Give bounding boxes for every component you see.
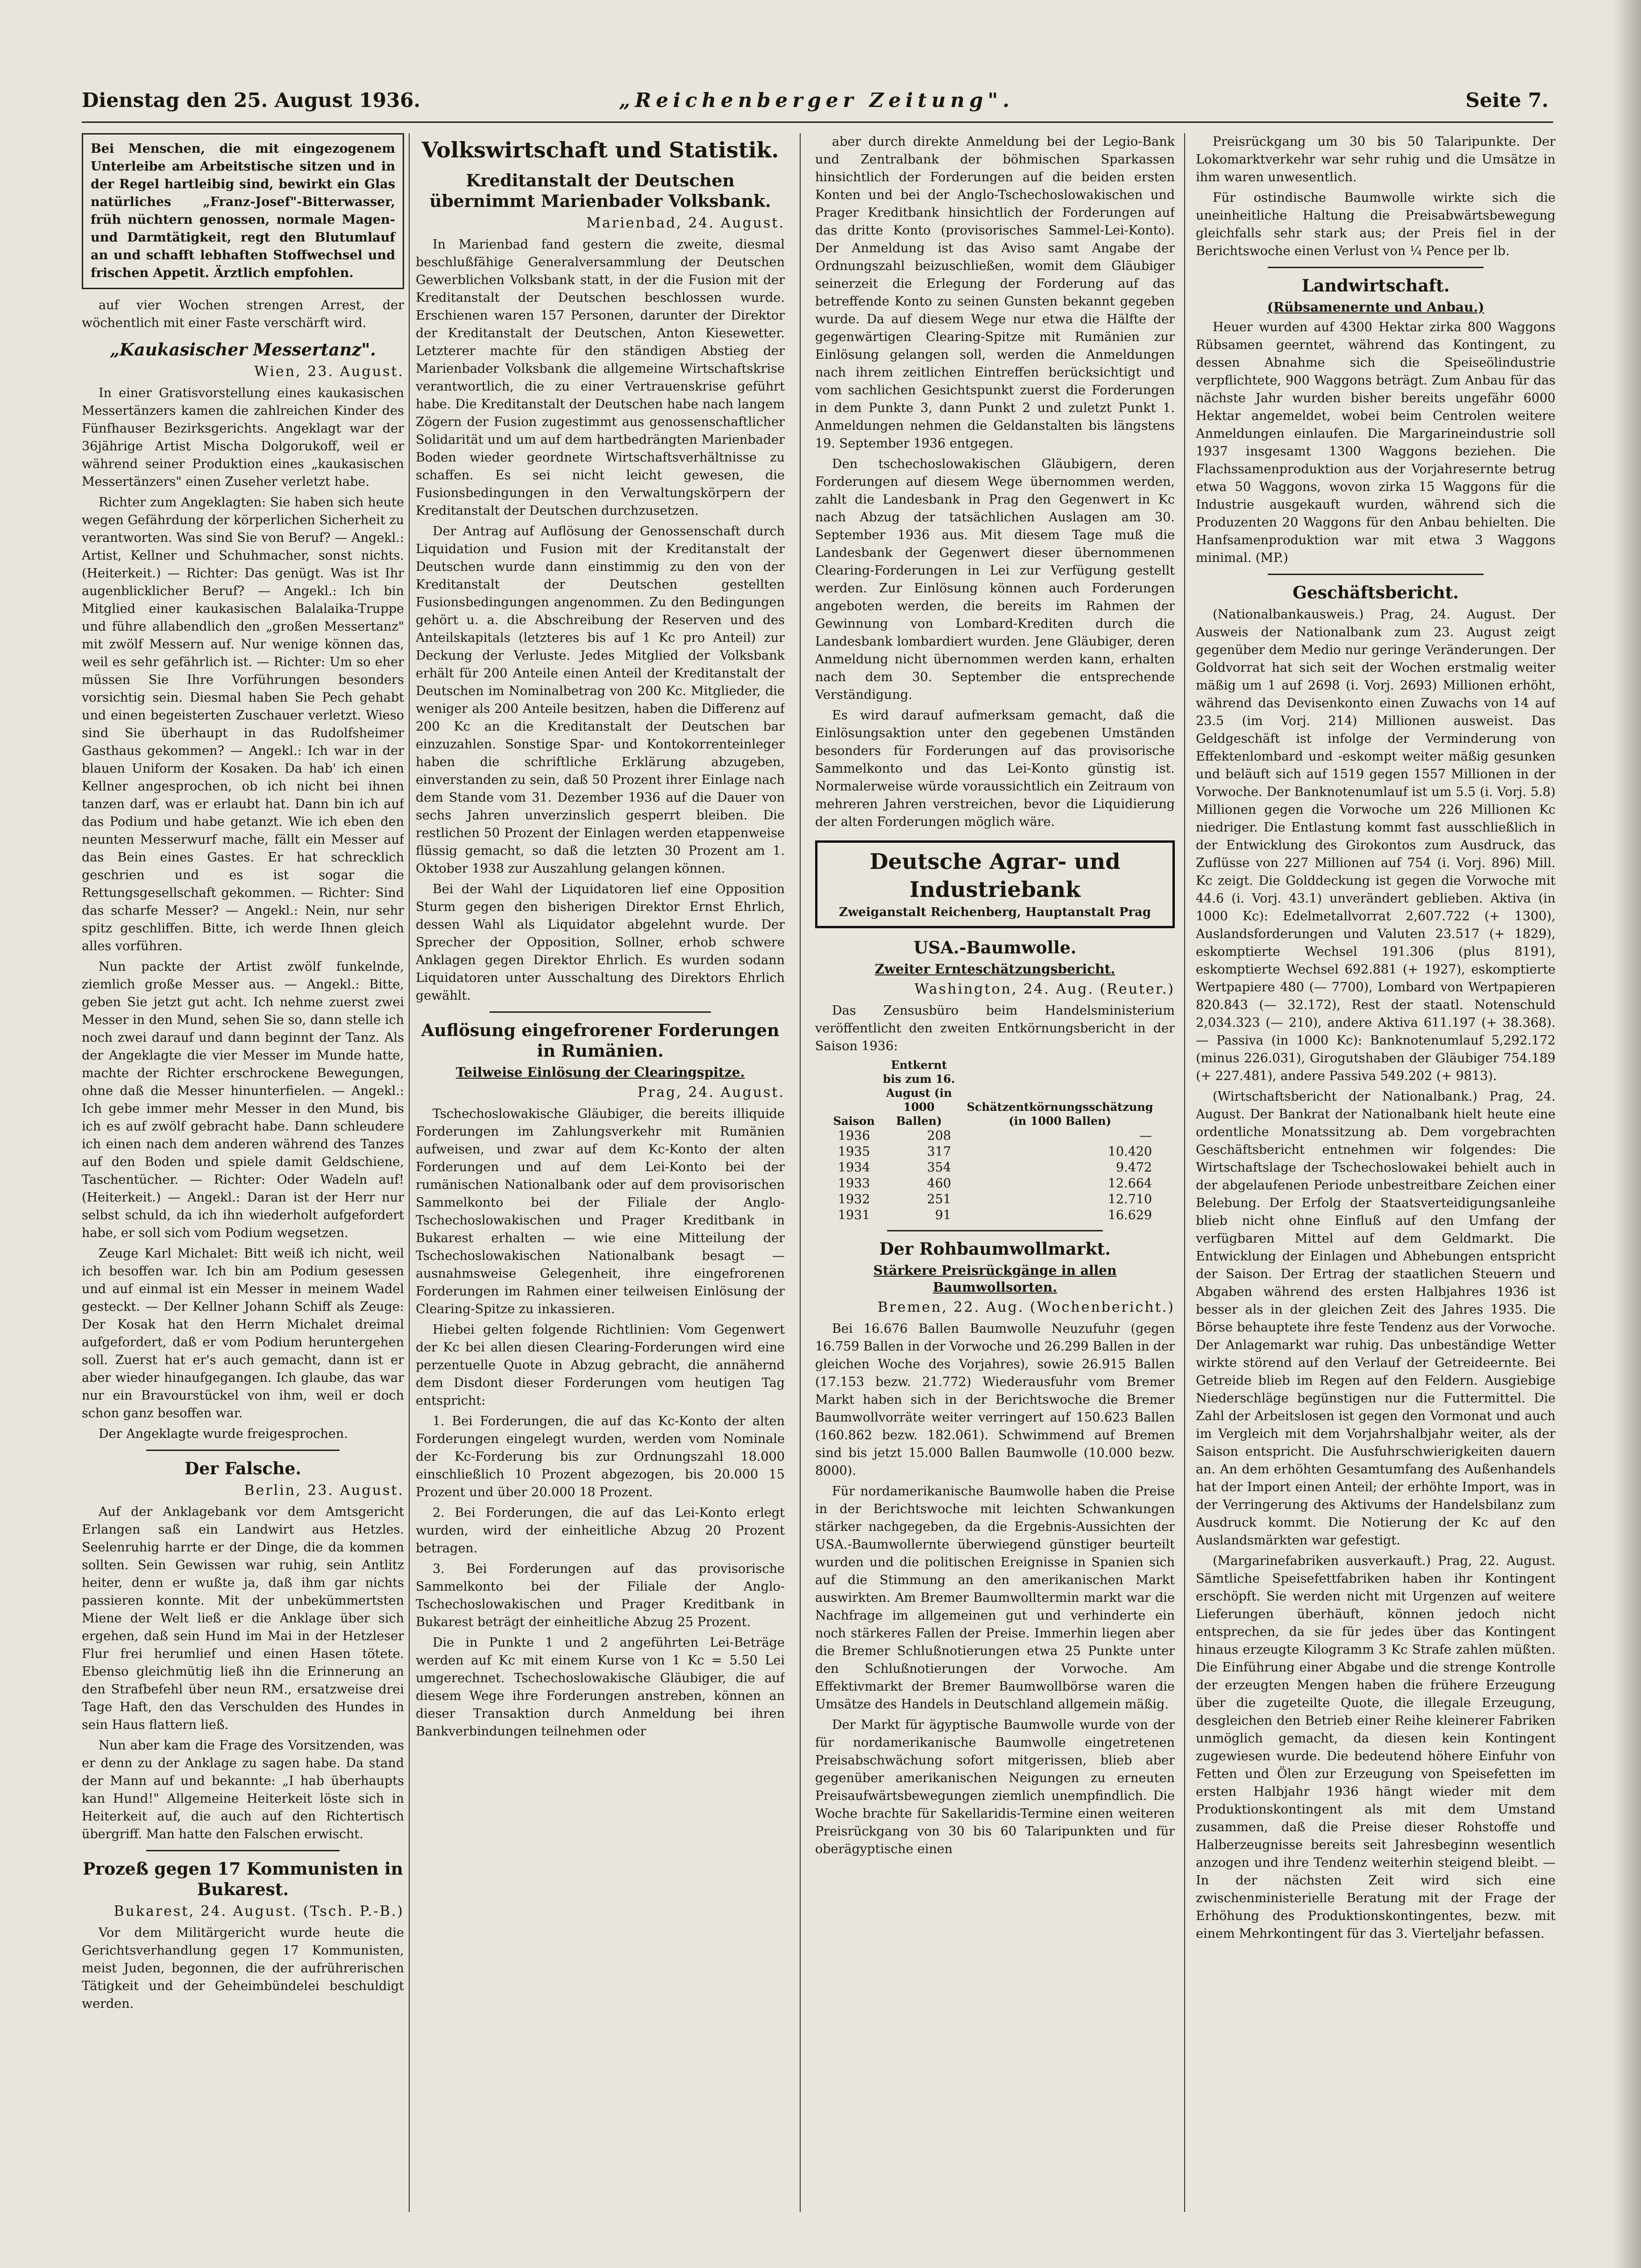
article-headline: Der Rohbaumwollmarkt. [879,1239,1111,1259]
paragraph: Für ostindische Baumwolle wirkte sich die uneinheitliche Haltung die Preisabwärtsbewegung gleichfalls sehr stark aus; der Preis fiel in der Berichtswoche einen Verlust von ¼ Pence per lb. [1196,191,1556,258]
table-cell: 1931 [838,1208,870,1223]
table-row [830,1208,1160,1223]
separator [490,1011,711,1013]
table-cell: — [1139,1129,1152,1143]
column-4 [1196,133,1556,2221]
paragraph: Zeuge Karl Michalet: Bitt weiß ich nicht, weil ich besoffen war. Ich bin am Podium gesessen und auf einmal ist ein Messer in meinem Wadel gesteckt. — Der Kellner Johann Schiff als Zeuge: Der Kosak hat den Herrn Michalet dreimal aufgefordert, daß er vom Podium heruntergehen soll. Zuerst hat er's auch gemacht, dann ist er aber wieder hinaufgegangen. Ich glaube, das war nur ein Bravourstückel von ihm, weil er doch schon ganz besoffen war. [82,1246,404,1421]
paragraph: Der Antrag auf Auflösung der Genossenschaft durch Liquidation und Fusion mit der Kreditanstalt der Deutschen wurde dann einstimmig zu den von der Kreditanstalt der Deutschen gestellten Fusionsbedingungen angenommen. Zu den Bedingungen gehört u. a. die Abschreibung der Reserven und des Anteilskapitals (letzteres bis auf 1 Kc pro Anteil) zur Deckung der Verluste. Jedes Mitglied der Volksbank erhält für 200 Anteile einen Anteil der Kreditanstalt der Deutschen im Nominalbetrag von 200 Kc. Mitglieder, die weniger als 200 Anteile besitzen, haben die Differenz auf 200 Kc an die Kreditanstalt der Deutschen bar einzuzahlen. Sonstige Spar- und Kontokorrenteinleger haben die schriftliche Erklärung abzugeben, einverstanden zu sein, daß 50 Prozent ihrer Einlage nach dem Stande vom 31. Dezember 1936 auf die Dauer von sechs Jahren unverzinslich gesperrt bleiben. Die restlichen 50 Prozent der Einlagen werden etappenweise flüssig gemacht, so daß die letzten 30 Prozent am 1. Oktober 1938 zur Auszahlung gelangen können. [416,524,785,876]
paragraph: Bei 16.676 Ballen Baumwolle Neuzufuhr (gegen 16.759 Ballen in der Vorwoche und 26.299 Ballen in der gleichen Woche des Vorjahres), sowie 26.915 Ballen (17.153 bezw. 21.772) Wiederausfuhr vom Bremer Markt haben sich in der Berichtswoche die Bremer Baumwollvorräte weiter verringert auf 150.623 Ballen (160.862 bezw. 182.061). Schwimmend auf Bremen sind bis jetzt 15.000 Ballen Baumwolle (10.000 bezw. 8000). [815,1322,1175,1478]
dateline: Berlin, 23. August. [244,1482,404,1499]
paragraph: Die in Punkte 1 und 2 angeführten Lei-Beträge werden auf Kc mit einem Kurse von 1 Kc = 5.50 Lei umgerechnet. Tschechoslowakische Gläubiger, die auf diesem Wege ihre Forderungen anstreben, können an dieser Transaktion durch Anmeldung bei ihren Bankverbindungen teilnehmen oder [416,1635,785,1739]
table-cell: 251 [927,1192,952,1207]
paragraph: Auf der Anklagebank vor dem Amtsgericht Erlangen saß ein Landwirt aus Hetzles. Seelenruhig harrte er der Dinge, die da kommen sollten. Sein Gewissen war ruhig, sein Antlitz heiter, denn er wußte ja, daß ihm gar nichts passieren konnte. Mit der unbekümmertsten Miene der Welt ließ er die Anklage über sich ergehen, daß sein Hund im Mai in der Hetzleser Flur frei herumlief und einen Hasen tötete. Ebenso gleichmütig ließ ihn die Erinnerung an den Strafbefehl über neun RM., ersatzweise drei Tage Haft, den das Verschulden des Hundes in sein Haus flattern ließ. [82,1505,404,1732]
article-subheadline: Stärkere Preisrückgänge in allen Baumwollsorten. [873,1263,1117,1295]
article-headline: Prozeß gegen 17 Kommunisten in Bukarest. [83,1859,403,1899]
advert-box-bitterwasser: Bei Menschen, die mit eingezogenem Unterleibe am Arbeitstische sitzen und in der Regel hartleibig sind, bewirkt ein Glas natürliches „Franz-Josef"-Bitterwasser, früh nüchtern genossen, normale Magen- und Darmtätigkeit, regt den Blutumlauf an und schafft lebhaften Stoffwechsel und frischen Appetit. Ärztlich empfohlen. [82,133,404,289]
section-title: Volkswirtschaft und Statistik. [421,137,779,163]
table-row [830,1160,1160,1176]
table-row [830,1192,1160,1208]
paragraph: In Marienbad fand gestern die zweite, diesmal beschlußfähige Generalversammlung der Deutschen Gewerblichen Volksbank statt, in der die Fusion mit der Kreditanstalt der Deutschen beschlossen wurde. Erschienen waren 157 Personen, darunter der Direktor der Kreditanstalt der Deutschen, Anton Kiesewetter. Letzterer machte für den ständigen Abstieg der Marienbader Volksbank die allgemeine Wirtschaftskrise verantwortlich, die zu einer Vertrauenskrise geführt habe. Die Kreditanstalt der Deutschen habe nach langem Zögern der Fusion zugestimmt aus genossenschaftlicher Solidarität und um auf dem hartbedrängten Marienbader Boden wieder geordnete Wirtschaftsverhältnisse zu schaffen. Es sei nicht leicht gewesen, die Fusionsbedingungen in den Verwaltungskörpern der Kreditanstalt der Deutschen durchzusetzen. [416,237,785,518]
paragraph: Preisrückgang um 30 bis 50 Talaripunkte. Der Lokomarktverkehr war sehr ruhig und die Umsätze in ihm waren unwesentlich. [1196,135,1556,185]
separator [1268,267,1484,268]
paragraph: (Wirtschaftsbericht der Nationalbank.) Prag, 24. August. Der Bankrat der Nationalbank hielt heute eine ordentliche Monatssitzung ab. Dem vorgebrachten Geschäftsbericht entnehmen wir folgendes: Die Wirtschaftslage der Tschechoslowakei behielt auch in der abgelaufenen Periode unbestreitbare Zeichen einer Belebung. Der Erfolg der Staatsverteidigungsanleihe blieb nicht ohne Einfluß auf den Umfang der verfügbaren Mittel auf dem Geldmarkt. Die Entwicklung der Einlagen und Abhebungen entspricht der Saison. Der Ertrag der staatlichen Steuern und Abgaben während des ersten Halbjahres 1936 ist besser als in der gleichen Zeit des Jahres 1935. Die Börse behauptete ihre feste Tendenz aus der Vorwoche. Der Anlagemarkt war ruhig. Das unbeständige Wetter wirkte störend auf den Verlauf der Getreideernte. Bei Getreide blieb im Regen auf den Feldern. Ausgiebige Niederschläge begünstigen nur die Futtermittel. Die Zahl der Arbeitslosen ist gegen den Vormonat und auch im Vergleich mit dem Vorjahrshalbjahr weiter, als der Saison entspricht. Die Ausfuhrschwierigkeiten dauern an. An dem erhöhten Gesamtumfang des Außenhandels hat der Import einen Anteil; der erhöhte Import, was in der Verringerung des Aktivums der Handelsbilanz zum Ausdruck kommt. Die Notierung der Kc auf den Auslandsmärkten war gefestigt. [1196,1089,1556,1548]
paragraph: Den tschechoslowakischen Gläubigern, deren Forderungen auf diesem Wege übernommen werden, zahlt die Landesbank in Prag den Gegenwert in Kc nach Abzug der tatsächlichen Auslagen am 30. September 1936 aus. Mit diesem Tage muß die Landesbank der Gegenwert dieser übernommenen Clearing-Forderungen in Lei zur Verfügung gestellt werden. Zur Einlösung können auch Forderungen angeboten werden, die bereits im Rahmen der Gewinnung von Lombard-Krediten durch die Landesbank lombardiert wurden. Jene Gläubiger, deren Anmeldung nicht übernommen werden kann, erhalten nach dem 30. September die entsprechende Verständigung. [815,457,1175,702]
table-cell: 91 [935,1208,952,1223]
separator [1268,574,1484,575]
paragraph: Der Angeklagte wurde freigesprochen. [99,1427,348,1441]
paragraph: Der Markt für ägyptische Baumwolle wurde von der für nordamerikanische Baumwolle eingetretenen Preisabschwächung sofort mitgerissen, blieb aber gegenüber amerikanischen Neigungen zu erneuten Preisaufwärtsbewegungen ziemlich unempfindlich. Die Woche brachte für Sakellaridis-Termine einen weiteren Preisrückgang von 30 bis 60 Talaripunkten und für oberägyptische einen [815,1718,1175,1856]
article-headline: Auflösung eingefrorener Forderungen in Rumänien. [421,1021,780,1061]
article-headline: „Kaukasischer Messertanz". [110,340,376,360]
paragraph: Das Zensusbüro beim Handelsministerium veröffentlicht den zweiten Entkörnungsbericht in der Saison 1936: [815,1003,1175,1053]
table-cell: 12.710 [1108,1192,1152,1207]
separator [146,1450,340,1451]
column-2 [416,133,785,2221]
paragraph: (Nationalbankausweis.) Prag, 24. August. Der Ausweis der Nationalbank zum 23. August zeigt gegenüber dem Medio nur geringe Veränderungen. Der Goldvorrat hat sich seit der Wochen erstmalig weiter mäßig um 1 auf 2698 (i. Vorj. 2693) Millionen erhöht, während das Devisenkonto einen Zuwachs von 14 auf 23.5 (im Vorj. 214) Millionen ausweist. Das Geldgeschäft ist infolge der Verminderung von Effektenlombard und -eskompt weiter mäßig gesunken und beläuft sich auf 1519 gegen 1557 Millionen in der Vorwoche. Der Banknotenumlauf ist um 5.5 (i. Vorj. 5.8) Millionen gegen die Vorwoche um 226 Millionen Kc niedriger. Die Entlastung kommt fast ausschließlich in der Entwicklung des Girokontos zum Ausdruck, das Zuflüsse von 227 Millionen auf 754 (i. Vorj. 896) Mill. Kc zeigt. Die Golddeckung ist gegen die Vorwoche mit 44.6 (i. Vorj. 43.1) unverändert geblieben. Aktiva (in 1000 Kc): Edelmetallvorrat 2,607.722 (+ 1300), Auslandsforderungen und Valuten 23.517 (+ 1829), eskomptierte Wechsel 191.306 (plus 8191), eskomptierte Wechsel 692.881 (+ 1927), eskomptierte Wertpapiere 480 (— 7700), Lombard von Wertpapieren 820.843 (— 32.172), Rest der staatl. Notenschuld 2,034.323 (— 210), andere Aktiva 611.197 (+ 38.368). — Passiva (in 1000 Kc): Banknotenumlauf 5,292.172 (minus 226.031), Girogutshaben der Gläubiger 754.189 (+ 227.481), andere Passiva 549.202 (+ 9813). [1196,607,1556,1083]
article-headline: Der Falsche. [184,1459,301,1479]
article-subheadline: Zweiter Ernteschätzungsbericht. [874,961,1115,977]
paragraph: In einer Gratisvorstellung eines kaukasischen Messertänzers kamen die zahlreichen Kinder des Fünfhauser Bezirksgerichts. Angeklagt war der 36jährige Artist Mischa Dolgorukoff, weil er während seiner Produktion eines „kaukasischen Messertänzers" einen Zuseher verletzt habe. [82,386,404,489]
table-row [830,1144,1160,1160]
table-cell: 1935 [838,1145,870,1159]
paragraph: (Margarinefabriken ausverkauft.) Prag, 22. August. Sämtliche Speisefettfabriken haben ihr Kontingent erschöpft. Sie werden nicht mit Urgenzen auf weitere Lieferungen überhäuft, können jedoch nicht entsprechen, da sie für jedes über das Kontingent hinaus erzeugte Kilogramm 3 Kc Strafe zahlen müßten. Die Einführung einer Abgabe und die strenge Kontrolle der erzeugten Mengen haben die frühere Erzeugung über die zugeteilte Quote, die illegale Erzeugung, desgleichen den Betrieb einer Reihe kleinerer Fabriken unmöglich gemacht, da diesen kein Kontingent zugewiesen wurde. Die bedeutend höhere Einfuhr von Fetten und Ölen zur Erzeugung von Speisefetten im ersten Halbjahr 1936 hängt wieder mit dem Produktionskontingent als mit dem Umstand zusammen, daß die Preise dieser Rohstoffe und Halberzeugnisse bereits seit Jahresbeginn wesentlich anzogen und ihre Tendenz weiterhin steigend bleibt. — In der nächsten Zeit wird sich eine zwischenministerielle Beratung mit der Frage der Erhöhung des Produktionskontingentes, bezw. mit einem Mehrkontingent für das 3. Vierteljahr befassen. [1196,1554,1556,1941]
table-cell: 460 [927,1176,952,1191]
column-1 [82,133,404,2221]
header-paper-title: „Reichenberger Zeitung". [619,89,1014,112]
column-rule [800,133,801,2212]
page-header [82,89,1553,123]
dateline: Prag, 24. August. [637,1084,785,1101]
paragraph: Nun packte der Artist zwölf funkelnde, ziemlich große Messer aus. — Angekl.: Bitte, geben Sie jetzt gut acht. Ich nehme zuerst zwei Messer in den Mund, sehen Sie so, dann stelle ich noch zwei darauf und dann beginnt der Tanz. Als der Angeklagte die vier Messer im Munde hatte, machte der Richter erschrockene Bewegungen, ohne daß die Messer hinunterfielen. — Angekl.: Ich gebe immer mehr Messer in den Mund, bis ich es auf zwölf gebracht habe. Dann schleudere ich einen nach dem anderen während des Tanzes auf den Boden und spiele damit Geldschiene, Taschentücher. — Richter: Oder Wadeln auf! (Heiterkeit.) — Angekl.: Daran ist der Herr nur selbst schuld, da ich ihn wiederholt aufgefordert habe, er soll sich vom Podium wegsetzen. [82,960,404,1240]
header-page-number: Seite 7. [1465,89,1549,112]
article-headline: Landwirtschaft. [1301,276,1450,296]
article-subheadline: (Rübsamenernte und Anbau.) [1267,299,1485,315]
paragraph: Für nordamerikanische Baumwolle haben die Preise in der Berichtswoche mit leichten Schwankungen stärker nachgegeben, da die Ergebnis-Aussichten der USA.-Baumwollernte überwiegend günstiger beurteilt wurden und die politischen Ereignisse in Spanien sich auf die Stimmung an den amerikanischen Markt auswirkten. Am Bremer Baumwolltermin markt war die Nachfrage im allgemeinen gut und verhinderte ein noch stärkeres Fallen der Preise. Immerhin liegen aber die Bremer Schlußnotierungen etwa 25 Punkte unter den Schlußnotierungen der Vorwoche. Am Effektivmarkt der Bremer Baumwollbörse waren die Umsätze des Handels in Deutschland allgemein mäßig. [815,1484,1175,1712]
paragraph: auf vier Wochen strengen Arrest, der wöchentlich mit einer Faste verschärft wird. [82,298,404,330]
column-3 [815,133,1175,2221]
paragraph: Nun aber kam die Frage des Vorsitzenden, was er denn zu der Anklage zu sagen habe. Da stand der Mann auf und bekannte: „I hab überhaupts kan Hund!" Allgemeine Heiterkeit löste sich in Heiterkeit auf, die auch auf den Richtertisch übergriff. Man hatte den Falschen erwischt. [82,1738,404,1841]
table-cell: 1933 [838,1176,870,1191]
advert-bank-branch: Zweiganstalt Reichenberg, Hauptanstalt Prag [838,905,1151,919]
table-row [830,1128,1160,1144]
paragraph: 2. Bei Forderungen, die auf das Lei-Konto erlegt wurden, wird der einheitliche Abzug 20 Prozent betragen. [416,1506,785,1556]
table-cell: 9.472 [1115,1160,1152,1175]
article-headline: USA.-Baumwolle. [913,938,1077,958]
paragraph: Bei der Wahl der Liquidatoren lief eine Opposition Sturm gegen den bisherigen Direktor Ernst Ehrlich, dessen Wahl als Liquidator abgelehnt wurde. Der Sprecher der Opposition, Sollner, erhob schwere Anklagen gegen Direktor Ehrlich. Es wurden sodann Liquidatoren unter Ausschaltung des Direktors Ehrlich gewählt. [416,882,785,1003]
dateline: Washington, 24. Aug. (Reuter.) [914,981,1175,997]
paragraph: Richter zum Angeklagten: Sie haben sich heute wegen Gefährdung der körperlichen Sicherheit zu verantworten. Was sind Sie von Beruf? — Angekl.: Artist, Kellner und Schuhmacher, sonst nichts. (Heiterkeit.) — Richter: Das genügt. Was ist Ihr augenblicklicher Beruf? — Angekl.: Ich bin Mitglied einer kaukasischen Balalaika-Truppe und führe allabendlich den „großen Messertanz" mit zwölf Messern auf. Nur wenige können das, weil es sehr gefährlich ist. — Richter: Um so eher müssen Sie Ihre Vorführungen besonders vorsichtig sein. Diesmal haben Sie Pech gehabt und einen begeisterten Zuschauer verletzt. Wieso sind Sie überhaupt in das Rudolfsheimer Gasthaus gekommen? — Angekl.: Ich war in der blauen Uniform der Kosaken. Da hab' ich einen Kellner angesprochen, ob ich nicht bei ihnen tanzen darf, was er erlaubt hat. Dann bin ich auf das Podium und habe getanzt. Wie ich eben den neunten Messerwurf mache, fällt ein Messer auf das Bein eines Gastes. Er hat schrecklich geschrien und es ist sogar die Rettungsgesellschaft gekommen. — Richter: Sind das scharfe Messer? — Angekl.: Nein, nur sehr spitz geschliffen. Bitte, ich werde Ihnen gleich alles vorführen. [82,495,404,953]
table-cell: 16.629 [1108,1208,1152,1223]
paragraph: Es wird darauf aufmerksam gemacht, daß die Einlösungsaktion unter den gegebenen Umständen besonders für Forderungen auf das provisorische Sammelkonto und das Lei-Konto günstig ist. Normalerweise würde voraussichtlich ein Zeitraum von mehreren Jahren verstreichen, bevor die Liquidierung der alten Forderungen möglich wäre. [815,708,1175,829]
paragraph: aber durch direkte Anmeldung bei der Legio-Bank und Zentralbank der böhmischen Sparkassen hinsichtlich der Forderungen auf die beiden ersten Konten und bei der Anglo-Tschechoslowakischen und Prager Kreditbank hinsichtlich der Forderungen auf das dritte Konto (provisorisches Sammel-Lei-Konto). Der Anmeldung ist das Aviso samt Angabe der Ordnungszahl beizuschließen, womit dem Gläubiger seinerzeit die Erlegung der Forderung auf das betreffende Konto zu seinen Gunsten bekannt gegeben wurde. Da auf diesem Wege nur etwa die Hälfte der gegenwärtigen Clearing-Spitze mit Rumänien zur Einlösung gelangen soll, werden die Anmeldungen nach ihrem zeitlichen Eintreffen berücksichtigt und vom sachlichen Gesichtspunkt zuerst die Forderungen in dem Punkte 3, dann Punkt 2 und zuletzt Punkt 1. Anmeldungen nehmen die Geldanstalten bis längstens 19. September 1936 entgegen. [815,135,1175,451]
paragraph: Hiebei gelten folgende Richtlinien: Vom Gegenwert der Kc bei allen diesen Clearing-Forderungen wird eine perzentuelle Quote in Abzug gebracht, die annähernd dem Disdont dieser Forderungen vom heutigen Tag entspricht: [416,1322,785,1408]
table-cell: 10.420 [1108,1145,1152,1159]
table-cell: 1932 [838,1192,870,1207]
cotton-statistics-table [830,1058,1160,1223]
table-header-cell: Saison [833,1114,875,1128]
dateline: Bukarest, 24. August. (Tsch. P.-B.) [114,1903,404,1920]
column-rule [1184,133,1185,2212]
table-header-cell: Entkernt bis zum 16. August (in 1000 Ballen) [883,1058,955,1128]
article-headline: Kreditanstalt der Deutschen übernimmt Marienbader Volksbank. [429,171,771,211]
paragraph: Tschechoslowakische Gläubiger, die bereits illiquide Forderungen im Zahlungsverkehr mit Rumänien aufweisen, und zwar auf dem Kc-Konto der alten Forderungen und auf dem Lei-Konto bei der rumänischen Nationalbank oder auf dem provisorischen Sammelkonto bei der Filiale der Anglo-Tschechoslowakischen und Prager Kreditbank in Bukarest erhalten — wie eine Mitteilung der Tschechoslowakischen Nationalbank besagt — ausnahmsweise Gelegenheit, ihre eingefrorenen Forderungen im Rahmen einer teilweisen Einlösung der Clearing-Spitze zu inkassieren. [416,1107,785,1316]
table-header-cell: Schätzentkörnungsschätzung (in 1000 Ballen) [966,1100,1153,1128]
paragraph: Heuer wurden auf 4300 Hektar zirka 800 Waggons Rübsamen geerntet, während das Kontingent, zu dessen Abnahme sich die Speiseölindustrie verpflichtete, 900 Waggons beträgt. Zum Anbau für das nächste Jahr wurden bisher bereits ungefähr 6000 Hektar angemeldet, wobei beim Centrolen weitere Anmeldungen einlaufen. Die Margarineindustrie soll 1937 insgesamt 1300 Waggons beziehen. Die Flachssamenproduktion aus der Vorjahresernte betrug etwa 50 Waggons, wovon zirka 15 Waggons für die Industrie ausgekauft wurden, während sich die Produzenten 20 Waggons für den Anbau behielten. Die Hanfsamenproduktion war mit etwa 3 Waggons minimal. (MP.) [1196,320,1556,565]
table-cell: 1934 [838,1160,870,1175]
table-row [830,1176,1160,1192]
paragraph: Vor dem Militärgericht wurde heute die Gerichtsverhandlung gegen 17 Kommunisten, meist Juden, begonnen, die der aufrührerischen Tätigkeit und der Geheimbündelei beschuldigt werden. [82,1926,404,2011]
table-cell: 317 [927,1145,952,1159]
dateline: Marienbad, 24. August. [586,215,785,231]
page-edge-shadow [1613,0,1641,2268]
separator [887,1230,1103,1231]
table-cell: 208 [927,1129,952,1143]
article-headline: Geschäftsbericht. [1293,583,1459,603]
paragraph: 3. Bei Forderungen auf das provisorische Sammelkonto bei der Filiale der Anglo-Tschechoslowakischen und Prager Kreditbank in Bukarest beträgt der einheitliche Abzug 25 Prozent. [416,1562,785,1629]
separator [146,1850,340,1851]
table-cell: 1936 [838,1129,870,1143]
bank-advertisement [815,840,1175,928]
column-rule [409,133,410,2212]
dateline: Bremen, 22. Aug. (Wochenbericht.) [877,1299,1175,1315]
table-cell: 354 [927,1160,952,1175]
advert-bank-name: Deutsche Agrar- und Industriebank [869,849,1121,902]
dateline: Wien, 23. August. [254,363,404,380]
table-cell: 12.664 [1108,1176,1152,1191]
paragraph: 1. Bei Forderungen, die auf das Kc-Konto der alten Forderungen eingelegt wurden, werden vom Nominale der Kc-Forderung bis zur Ordnungszahl 18.000 einschließlich 10 Prozent abgezogen, bis 20.000 15 Prozent und über 20.000 18 Prozent. [416,1414,785,1500]
table-header-row [830,1058,1160,1128]
header-date: Dienstag den 25. August 1936. [82,89,421,112]
article-subheadline: Teilweise Einlösung der Clearingspitze. [455,1065,745,1080]
